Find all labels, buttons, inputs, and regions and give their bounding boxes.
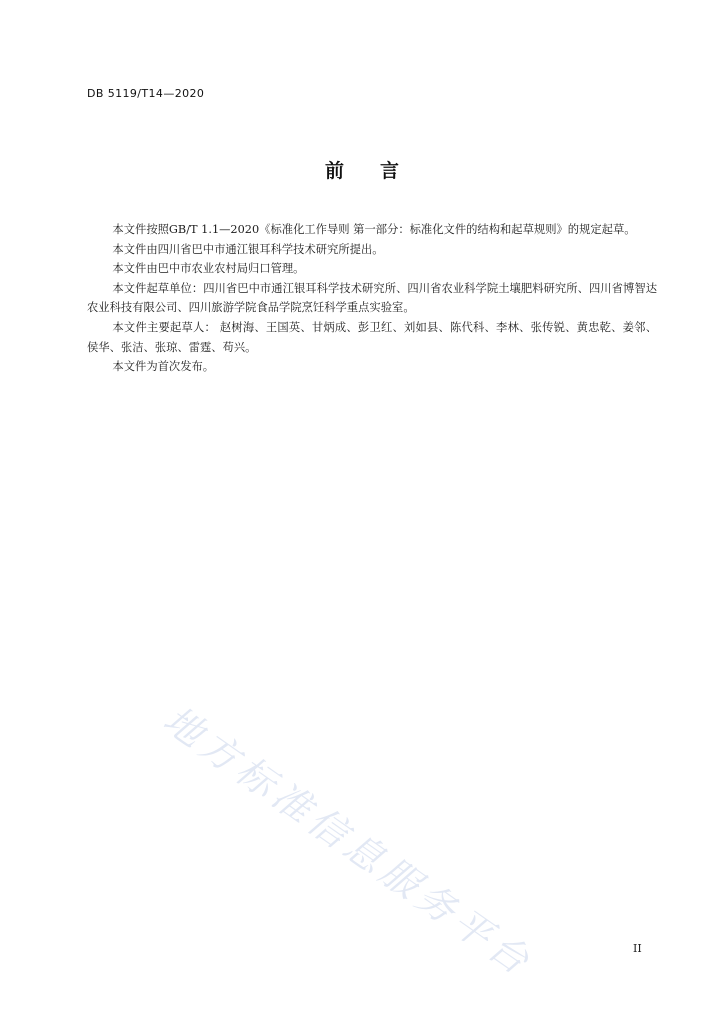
paragraph-drafting-rules: 本文件按照GB/T 1.1—2020《标准化工作导则 第一部分：标准化文件的结构和起草规则》的规定起草。 — [112, 223, 636, 236]
document-code: DB 5119/T14—2020 — [87, 87, 205, 100]
paragraph-drafters: 本文件主要起草人： 赵树海、王国英、甘炳成、彭卫红、刘如县、陈代科、李林、张传锐、黄忠乾、姜邻、侯华、张洁、张琼、雷霆、苟兴。 — [87, 320, 657, 354]
paragraph-drafting-units: 本文件起草单位：四川省巴中市通江银耳科学技术研究所、四川省农业科学院土壤肥料研究所、四川省博智达农业科技有限公司、四川旅游学院食品学院烹饪科学重点实验室。 — [87, 281, 657, 315]
page-number: II — [633, 942, 642, 955]
page-title-part-1: 前 — [324, 160, 344, 182]
page-title-part-2: 言 — [380, 160, 400, 182]
foreword-body — [87, 220, 657, 377]
paragraph-administration: 本文件由巴中市农业农村局归口管理。 — [112, 262, 305, 276]
paragraph-proposer: 本文件由四川省巴中市通江银耳科学技术研究所提出。 — [112, 242, 384, 256]
paragraph-first-release: 本文件为首次发布。 — [112, 360, 215, 374]
watermark: 地方标准信息服务平台 — [155, 697, 542, 986]
page-title — [0, 156, 724, 183]
